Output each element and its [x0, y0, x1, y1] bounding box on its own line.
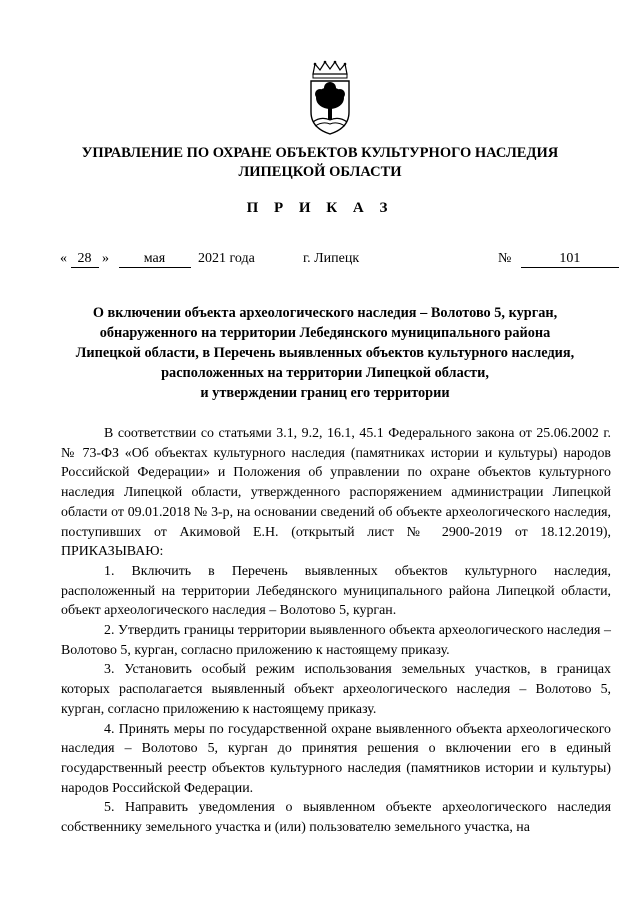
- date-close-quote: »: [102, 251, 109, 266]
- org-line-2: ЛИПЕЦКОЙ ОБЛАСТИ: [238, 164, 402, 180]
- coat-of-arms-emblem: [301, 60, 359, 136]
- date-field: [60, 250, 255, 268]
- document-number: 101: [521, 251, 619, 268]
- organization-name: [0, 144, 640, 182]
- date-year: 2021 года: [198, 251, 255, 266]
- date-open-quote: «: [60, 251, 67, 266]
- document-body: [61, 424, 611, 838]
- title-line-4: расположенных на территории Липецкой области,: [161, 365, 489, 381]
- org-line-1: УПРАВЛЕНИЕ ПО ОХРАНЕ ОБЪЕКТОВ КУЛЬТУРНОГО НАСЛЕДИЯ: [81, 145, 559, 161]
- document-type: П Р И К А З: [246, 200, 394, 216]
- number-sign: №: [498, 251, 512, 266]
- order-item-3: 3. Установить особый режим использования земельных участков, в границах которых располагается выявленный объект археологического наследия – Волотово 5, курган, согласно приложению к настоящему приказу.: [61, 662, 611, 717]
- preamble-paragraph: В соответствии со статьями 3.1, 9.2, 16.1, 45.1 Федерального закона от 25.06.2002 г. № 73-ФЗ «Об объектах культурного наследия (памятниках истории и культуры) народов Российской Федерации» и Положения об управлении по охране объектов культурного наследия Липецкой области, утвержденного распоряжением администрации Липецкой области от 09.01.2018 № 3-р, на основании сведений об объекте археологического наследия, поступивших от Акимовой Е.Н. (открытый лист № 2900-2019 от 18.12.2019), ПРИКАЗЫВАЮ:: [61, 426, 611, 560]
- title-line-3: Липецкой области, в Перечень выявленных объектов культурного наследия,: [75, 345, 575, 361]
- order-item-1: 1. Включить в Перечень выявленных объектов культурного наследия, расположенный на территории Лебедянского муниципального района Липецкой области, объект археологического наследия – Волотово 5, курган.: [61, 563, 611, 619]
- title-line-2: обнаруженного на территории Лебедянского муниципального района: [99, 325, 551, 341]
- document-number-field: [498, 250, 619, 268]
- order-item-5: 5. Направить уведомления о выявленном объекте археологического наследия собственнику земельного участка и (или) пользователю земельного участка, на: [61, 800, 611, 836]
- document-title: [60, 303, 590, 403]
- document-city: г. Липецк: [303, 251, 360, 266]
- title-line-5: и утверждении границ его территории: [200, 385, 450, 401]
- order-item-4: 4. Принять меры по государственной охране выявленного объекта археологического наследия – Волотово 5, курган до принятия решения о включении его в единый государственный реестр объектов культурного наследия (памятников истории и культуры) народов Российской Федерации.: [61, 721, 611, 796]
- order-item-2: 2. Утвердить границы территории выявленного объекта археологического наследия – Волотово 5, курган, согласно приложению к настоящему приказу.: [61, 623, 611, 658]
- date-month: мая: [119, 251, 191, 268]
- date-day: 28: [71, 251, 99, 268]
- title-line-1: О включении объекта археологического наследия – Волотово 5, курган,: [92, 305, 558, 321]
